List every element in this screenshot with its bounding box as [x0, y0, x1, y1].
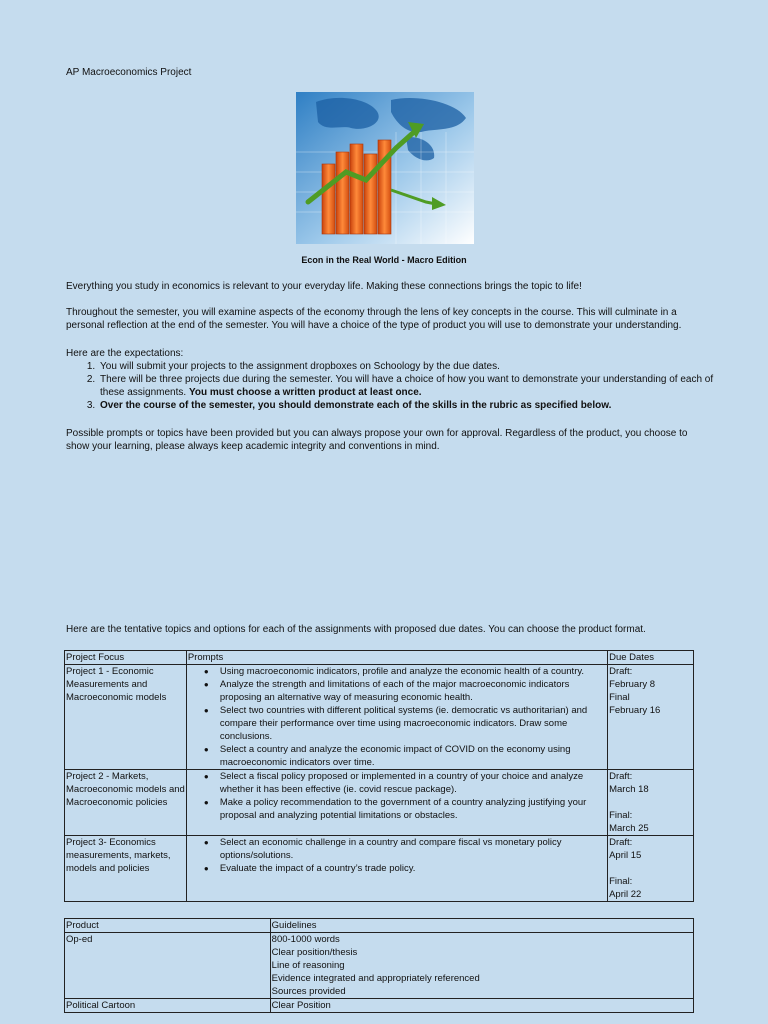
- list-item: ● Using macroeconomic indicators, profile and analyze the economic health of a country.: [220, 665, 606, 678]
- column-header: Project Focus: [65, 651, 187, 665]
- due-dates: Draft: March 18 Final: March 25: [608, 770, 694, 836]
- project-focus: Project 1 - Economic Measurements and Macroeconomic models: [65, 665, 187, 770]
- list-item: ● Select a country and analyze the economic impact of COVID on the economy using macroeconomic indicators over time.: [220, 743, 606, 769]
- column-header: Prompts: [186, 651, 607, 665]
- list-item: 2. There will be three projects due during the semester. You will have a choice of how you want to demonstrate your understanding of each of these assignments. You must choose a written product at least once.: [98, 373, 728, 399]
- page-title: Econ in the Real World - Macro Edition: [301, 255, 467, 265]
- economy-chart-globe-icon: [296, 92, 474, 244]
- product-table: [64, 918, 694, 1013]
- guidelines: Clear Position: [270, 999, 693, 1013]
- project-focus: Project 3- Economics measurements, markets, models and policies: [65, 836, 187, 902]
- document-header: AP Macroeconomics Project: [66, 67, 192, 78]
- topics-intro: Here are the tentative topics and options for each of the assignments with proposed due dates. You can choose the product format.: [66, 624, 646, 635]
- expectations-heading: Here are the expectations:: [66, 348, 184, 359]
- prompt-list: [188, 836, 606, 875]
- project-table: [64, 650, 694, 902]
- due-dates: Draft: April 15 Final: April 22: [608, 836, 694, 902]
- product-name: Political Cartoon: [65, 999, 271, 1013]
- list-item: ● Select a fiscal policy proposed or implemented in a country of your choice and analyze whether it has been effective (ie. covid rescue package).: [220, 770, 606, 796]
- column-header: Due Dates: [608, 651, 694, 665]
- column-header: Product: [65, 919, 271, 933]
- table-header-row: [65, 919, 694, 933]
- column-header: Guidelines: [270, 919, 693, 933]
- list-item: ● Select an economic challenge in a country and compare fiscal vs monetary policy options/solutions.: [220, 836, 606, 862]
- table-row: [65, 770, 694, 836]
- due-dates: Draft: February 8 Final February 16: [608, 665, 694, 770]
- expectations-list: [80, 360, 728, 412]
- product-name: Op-ed: [65, 933, 271, 999]
- list-item: 1. You will submit your projects to the assignment dropboxes on Schoology by the due dates.: [98, 360, 728, 373]
- prompt-list: [188, 770, 606, 822]
- table-header-row: [65, 651, 694, 665]
- list-item: ● Analyze the strength and limitations of each of the major macroeconomic indicators proposing an alternative way of measuring economic health.: [220, 678, 606, 704]
- intro-paragraph: Everything you study in economics is relevant to your everyday life. Making these connections brings the topic to life!: [66, 281, 582, 292]
- prompt-list: [188, 665, 606, 769]
- semester-paragraph: Throughout the semester, you will examine aspects of the economy through the lens of key concepts in the course. This will culminate in a personal reflection at the end of the semester. You will have a choice of the type of product you will use to demonstrate your understanding.: [66, 307, 682, 331]
- list-item: 3. Over the course of the semester, you should demonstrate each of the skills in the rubric as specified below.: [98, 399, 728, 412]
- list-item: ● Make a policy recommendation to the government of a country analyzing justifying your proposal and analyzing potential limitations or obstacles.: [220, 796, 606, 822]
- table-row: [65, 836, 694, 902]
- project-focus: Project 2 - Markets, Macroeconomic models and Macroeconomic policies: [65, 770, 187, 836]
- guidelines: 800-1000 words Clear position/thesis Line of reasoning Evidence integrated and appropriately referenced Sources provided: [270, 933, 693, 999]
- prompts-paragraph: Possible prompts or topics have been provided but you can always propose your own for approval. Regardless of the product, you choose to show your learning, please always keep academic integrity and conventions in mind.: [66, 428, 688, 452]
- table-row: [65, 999, 694, 1013]
- table-row: [65, 665, 694, 770]
- table-row: [65, 933, 694, 999]
- list-item: ● Select two countries with different political systems (ie. democratic vs authoritarian) and compare their performance over time using macroeconomic indicators. Draw some conclusions.: [220, 704, 606, 743]
- list-item: ● Evaluate the impact of a country’s trade policy.: [220, 862, 606, 875]
